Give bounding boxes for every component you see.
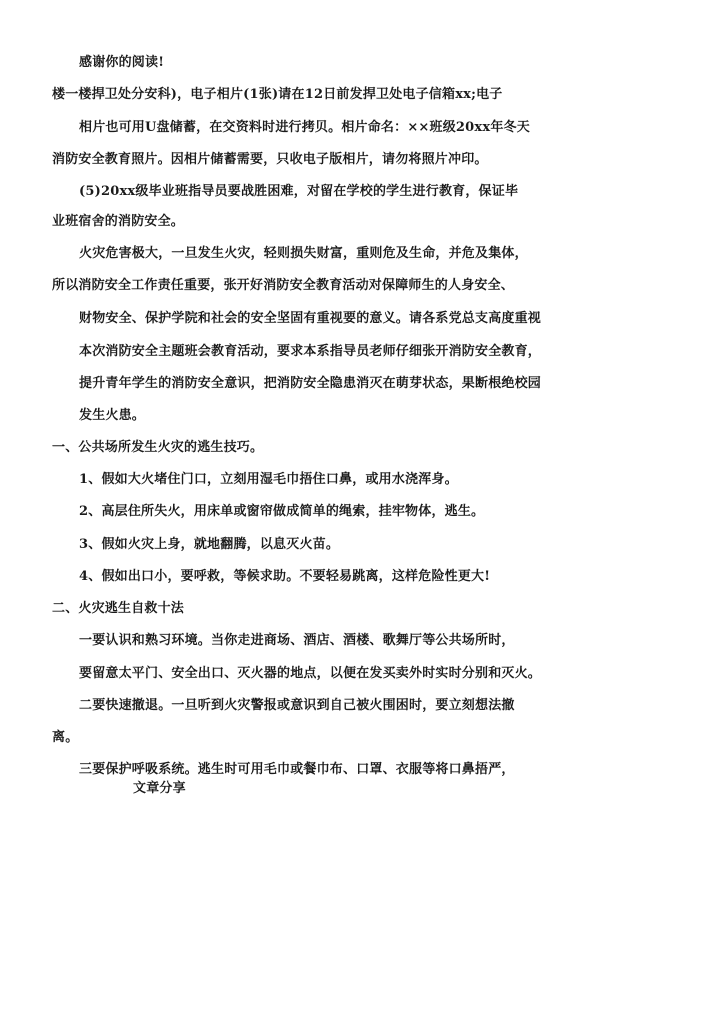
list-item: 3、假如火灾上身，就地翻腾，以息灭火苗。: [79, 537, 340, 552]
paragraph-line: 一要认识和熟习环境。当你走进商场、酒店、酒楼、歌舞厅等公共场所时，: [79, 633, 515, 648]
paragraph-line: 业班宿舍的消防安全。: [52, 214, 185, 229]
section-heading: 一、公共场所发生火灾的逃生技巧。: [52, 440, 264, 455]
paragraph-line: 离。: [52, 730, 79, 745]
paragraph-line: 三要保护呼吸系统。逃生时可用毛巾或餐巾布、口罩、衣服等将口鼻捂严，: [79, 762, 515, 777]
paragraph-line: 所以消防安全工作责任重要，张开好消防安全教育活动对保障师生的人身安全、: [52, 278, 515, 293]
list-item: 2、高层住所失火，用床单或窗帘做成简单的绳索，挂牢物体，逃生。: [79, 504, 485, 519]
paragraph-line: 火灾危害极大，一旦发生火灾，轻则损失财富，重则危及生命，并危及集体，: [79, 246, 528, 261]
paragraph-line: 财物安全、保护学院和社会的安全坚固有重视要的意义。请各系党总支高度重视: [79, 311, 542, 326]
paragraph-line: 二要快速撤退。一旦听到火灾警报或意识到自己被火围困时，要立刻想法撤: [79, 698, 515, 713]
paragraph-line: 楼一楼捍卫处分安科)，电子相片(1张)请在12日前发捍卫处电子信箱xx;电子: [52, 87, 503, 102]
paragraph-line: 本次消防安全主题班会教育活动，要求本系指导员老师仔细张开消防安全教育，: [79, 344, 542, 359]
paragraph-line: 发生火患。: [79, 408, 146, 423]
footer-share-label: 文章分享: [133, 781, 186, 796]
paragraph-line: 消防安全教育照片。因相片储蓄需要，只收电子版相片，请勿将照片冲印。: [52, 152, 488, 167]
list-item: 1、假如大火堵住门口，立刻用湿毛巾捂住口鼻，或用水浇浑身。: [79, 472, 458, 487]
closing-thanks: 感谢你的阅读!: [79, 55, 165, 70]
list-item: 4、假如出口小，要呼救，等候求助。不要轻易跳离，这样危险性更大!: [79, 569, 491, 584]
paragraph-line: 要留意太平门、安全出口、灭火器的地点，以便在发买卖外时实时分别和灭火。: [79, 666, 542, 681]
section-heading: 二、火灾逃生自救十法: [52, 601, 185, 616]
paragraph-line: (5)20xx级毕业班指导员要战胜困难，对留在学校的学生进行教育，保证毕: [79, 184, 519, 199]
paragraph-line: 相片也可用U盘储蓄，在交资料时进行拷贝。相片命名：××班级20xx年冬天: [79, 120, 530, 135]
paragraph-line: 提升青年学生的消防安全意识，把消防安全隐患消灭在萌芽状态，果断根绝校园: [79, 376, 542, 391]
